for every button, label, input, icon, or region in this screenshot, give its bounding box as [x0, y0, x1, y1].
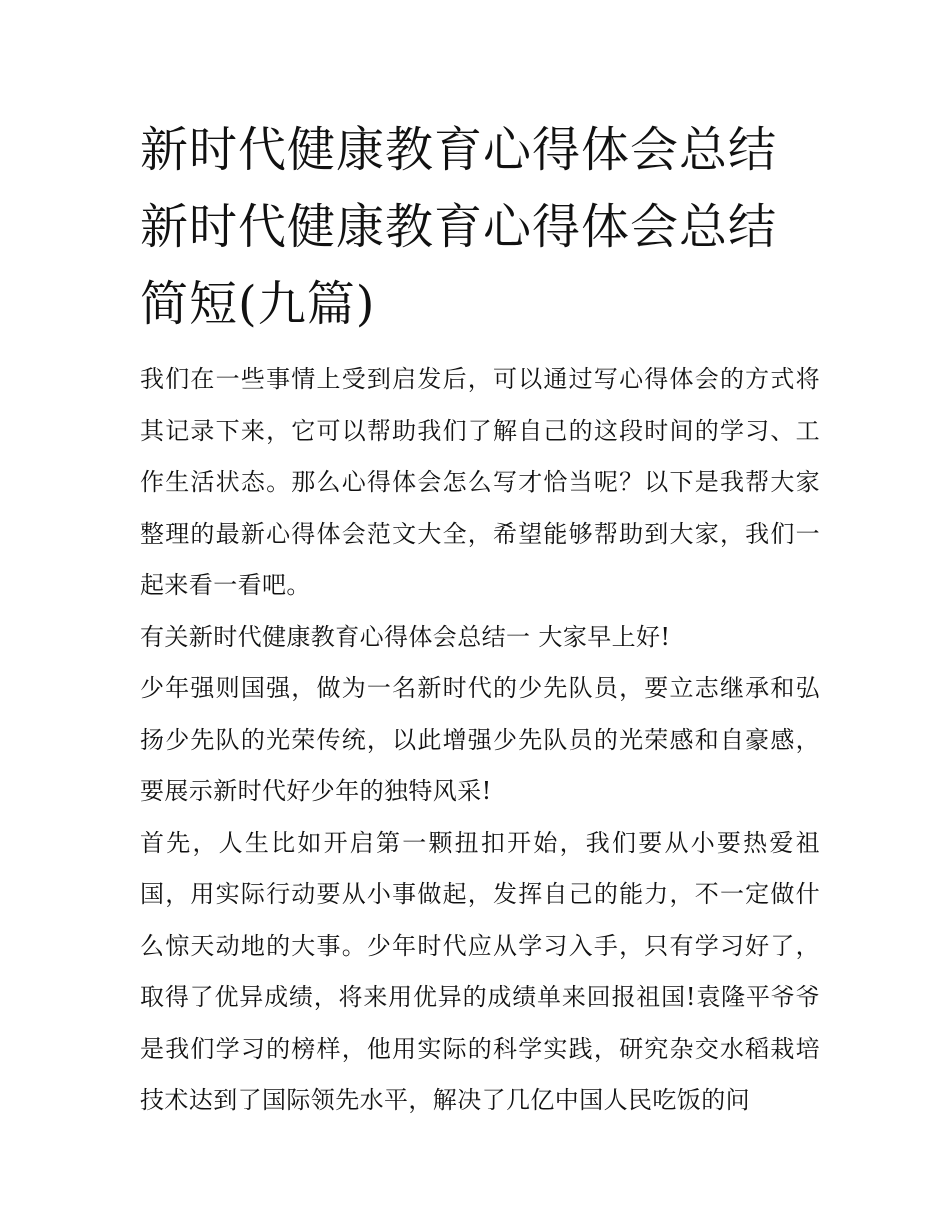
paragraph: 少年强则国强，做为一名新时代的少先队员，要立志继承和弘扬少先队的光荣传统，以此增强少先队员的光荣感和自豪感，要展示新时代好少年的独特风采!: [140, 674, 820, 805]
document-body: [140, 354, 820, 1127]
paragraph-intro: 我们在一些事情上受到启发后，可以通过写心得体会的方式将其记录下来，它可以帮助我们了解自己的这段时间的学习、工作生活状态。那么心得体会怎么写才恰当呢？以下是我帮大家整理的最新心得体会范文大全，希望能够帮助到大家，我们一起来看一看吧。: [140, 365, 820, 599]
document-title: [140, 112, 830, 343]
paragraph: 首先，人生比如开启第一颗扭扣开始，我们要从小要热爱祖国，用实际行动要从小事做起，发挥自己的能力，不一定做什么惊天动地的大事。少年时代应从学习入手，只有学习好了，取得了优异成绩，将来用优异的成绩单来回报祖国!袁隆平爷爷是我们学习的榜样，他用实际的科学实践，研究杂交水稻栽培技术达到了国际领先水平，解决了几亿中国人民吃饭的问: [140, 828, 820, 1114]
paragraph-section-heading: 有关新时代健康教育心得体会总结一 大家早上好!: [140, 622, 671, 651]
title-line: 新时代健康教育心得体会总结: [140, 122, 778, 178]
title-line: 新时代健康教育心得体会总结: [140, 199, 778, 255]
title-line: 简短(九篇): [140, 276, 376, 332]
